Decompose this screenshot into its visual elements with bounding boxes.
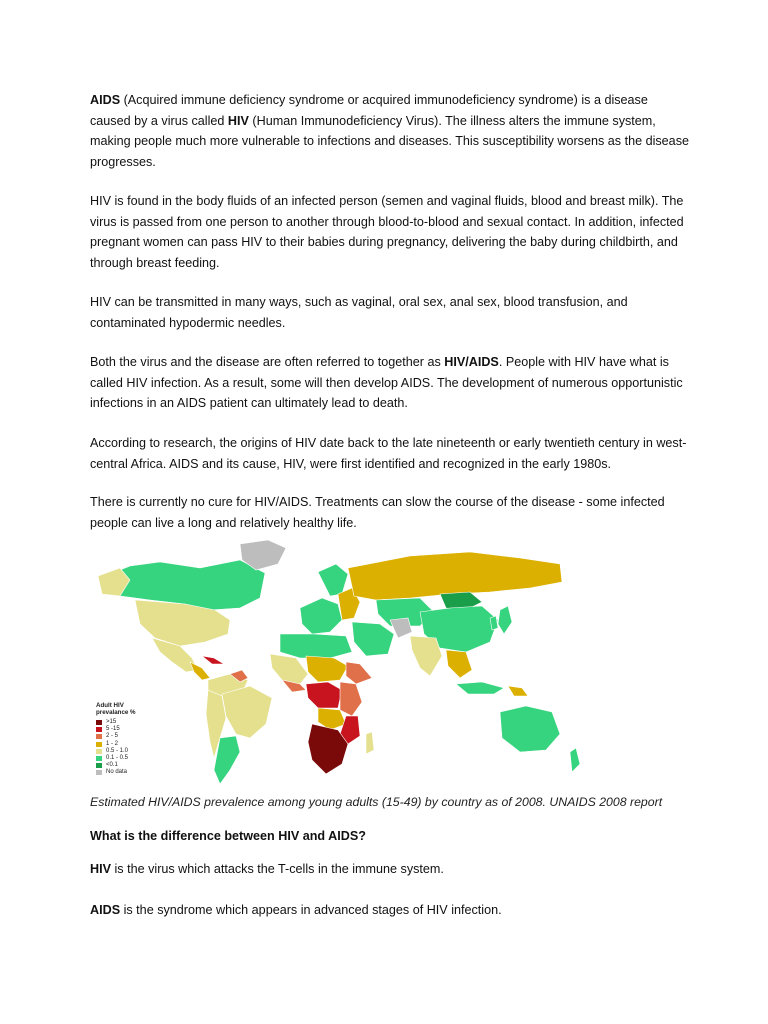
bold-term: HIV/AIDS xyxy=(444,355,499,369)
legend-label: 1 - 2 xyxy=(106,740,119,747)
legend-label: <0.1 xyxy=(106,762,118,769)
legend-item xyxy=(96,726,136,733)
legend-item xyxy=(96,762,136,769)
map-region-new-zealand xyxy=(570,748,580,772)
text-run: (Acquired immune deficiency syndrome or acquired immunodeficiency syndrome) is a disease caused by a virus called xyxy=(90,93,648,128)
legend-item xyxy=(96,769,136,776)
map-region-east-africa xyxy=(340,682,362,716)
legend-item xyxy=(96,755,136,762)
legend-label: 0.1 - 0.5 xyxy=(106,755,129,762)
paragraph-origins xyxy=(90,433,690,474)
section-heading: What is the difference between HIV and AIDS? xyxy=(90,829,366,843)
legend-item xyxy=(96,733,136,740)
map-region-japan xyxy=(498,606,512,634)
bold-term: HIV xyxy=(90,862,111,876)
map-region-southeast-asia xyxy=(446,650,472,678)
map-region-caribbean xyxy=(202,656,224,664)
legend-title-line1: Adult HIV xyxy=(96,702,124,709)
legend-title xyxy=(96,702,136,716)
map-region-western-europe xyxy=(300,598,342,634)
map-region-madagascar xyxy=(366,732,374,754)
text-run: is the virus which attacks the T-cells in the immune system. xyxy=(111,862,444,876)
legend-swatch xyxy=(96,734,102,739)
text-run: According to research, the origins of HIV date back to the late nineteenth or early twentieth century in west-central Africa. AIDS and its cause, HIV, were first identified and recognized in the early 1980s. xyxy=(90,436,687,471)
paragraph-aids-definition xyxy=(90,90,690,172)
bold-term: AIDS xyxy=(90,903,121,917)
map-region-indonesia xyxy=(456,682,504,694)
map-region-india xyxy=(410,636,442,676)
legend-label: 2 - 5 xyxy=(106,733,119,740)
world-hiv-prevalence-map xyxy=(90,538,690,790)
paragraph-hiv-aids-together xyxy=(90,352,690,414)
paragraph-hiv-transmission-fluids xyxy=(90,191,690,273)
map-legend xyxy=(96,702,136,777)
map-region-brazil xyxy=(222,686,272,738)
answer-hiv xyxy=(90,859,690,880)
answer-aids xyxy=(90,900,690,921)
map-region-scandinavia xyxy=(318,564,348,596)
legend-swatch xyxy=(96,720,102,725)
map-region-west-africa xyxy=(270,654,308,684)
paragraph-no-cure xyxy=(90,492,690,533)
map-region-middle-east xyxy=(352,622,394,656)
map-region-horn-of-africa xyxy=(346,662,372,684)
legend-rows xyxy=(96,719,136,777)
legend-item xyxy=(96,741,136,748)
text-run: is the syndrome which appears in advanced stages of HIV infection. xyxy=(120,903,502,917)
legend-swatch xyxy=(96,756,102,761)
text-run: . People with HIV have what is called HIV infection. As a result, some will then develop AIDS. The development of numerous opportunistic infections in an AIDS patient can ultimately lead to death. xyxy=(90,355,683,410)
map-region-central-africa xyxy=(306,682,342,708)
bold-term: AIDS xyxy=(90,93,121,107)
text-run: HIV can be transmitted in many ways, such as vaginal, oral sex, anal sex, blood transfusion, and contaminated hypodermic needles. xyxy=(90,295,628,330)
legend-item xyxy=(96,719,136,726)
legend-label: >15 xyxy=(106,719,117,726)
legend-label: 5 -15 xyxy=(106,726,120,733)
bold-term: HIV xyxy=(227,113,249,128)
legend-swatch xyxy=(96,749,102,754)
map-region-australia xyxy=(500,706,560,752)
legend-swatch xyxy=(96,770,102,775)
text-run: (Human Immunodeficiency Virus). The illness alters the immune system, making people much more vulnerable to infections and diseases. This susceptibility worsens as the disease progresses. xyxy=(90,113,689,169)
map-region-papua xyxy=(508,686,528,696)
map-region-north-africa xyxy=(280,634,352,658)
legend-swatch xyxy=(96,727,102,732)
text-run: There is currently no cure for HIV/AIDS. Treatments can slow the course of the disease - some infected people can live a long and relatively healthy life. xyxy=(90,495,665,530)
legend-item xyxy=(96,748,136,755)
legend-label: 0.5 - 1.0 xyxy=(106,747,129,754)
text-run: HIV is found in the body fluids of an infected person (semen and vaginal fluids, blood and breast milk). The virus is passed from one person to another through blood-to-blood and sexual contact. In addition, infected pregnant women can pass HIV to their babies during pregnancy, delivering the baby during childbirth, and through breast feeding. xyxy=(90,194,684,270)
map-region-sahel xyxy=(306,656,348,682)
text-run: Both the virus and the disease are often referred to together as xyxy=(90,355,445,369)
legend-swatch xyxy=(96,763,102,768)
legend-label: No data xyxy=(106,769,128,776)
paragraph-transmission-ways xyxy=(90,292,690,333)
legend-title-line2: prevalance % xyxy=(96,709,136,716)
map-caption: Estimated HIV/AIDS prevalence among young adults (15-49) by country as of 2008. UNAIDS 2008 report xyxy=(90,795,663,809)
legend-swatch xyxy=(96,742,102,747)
